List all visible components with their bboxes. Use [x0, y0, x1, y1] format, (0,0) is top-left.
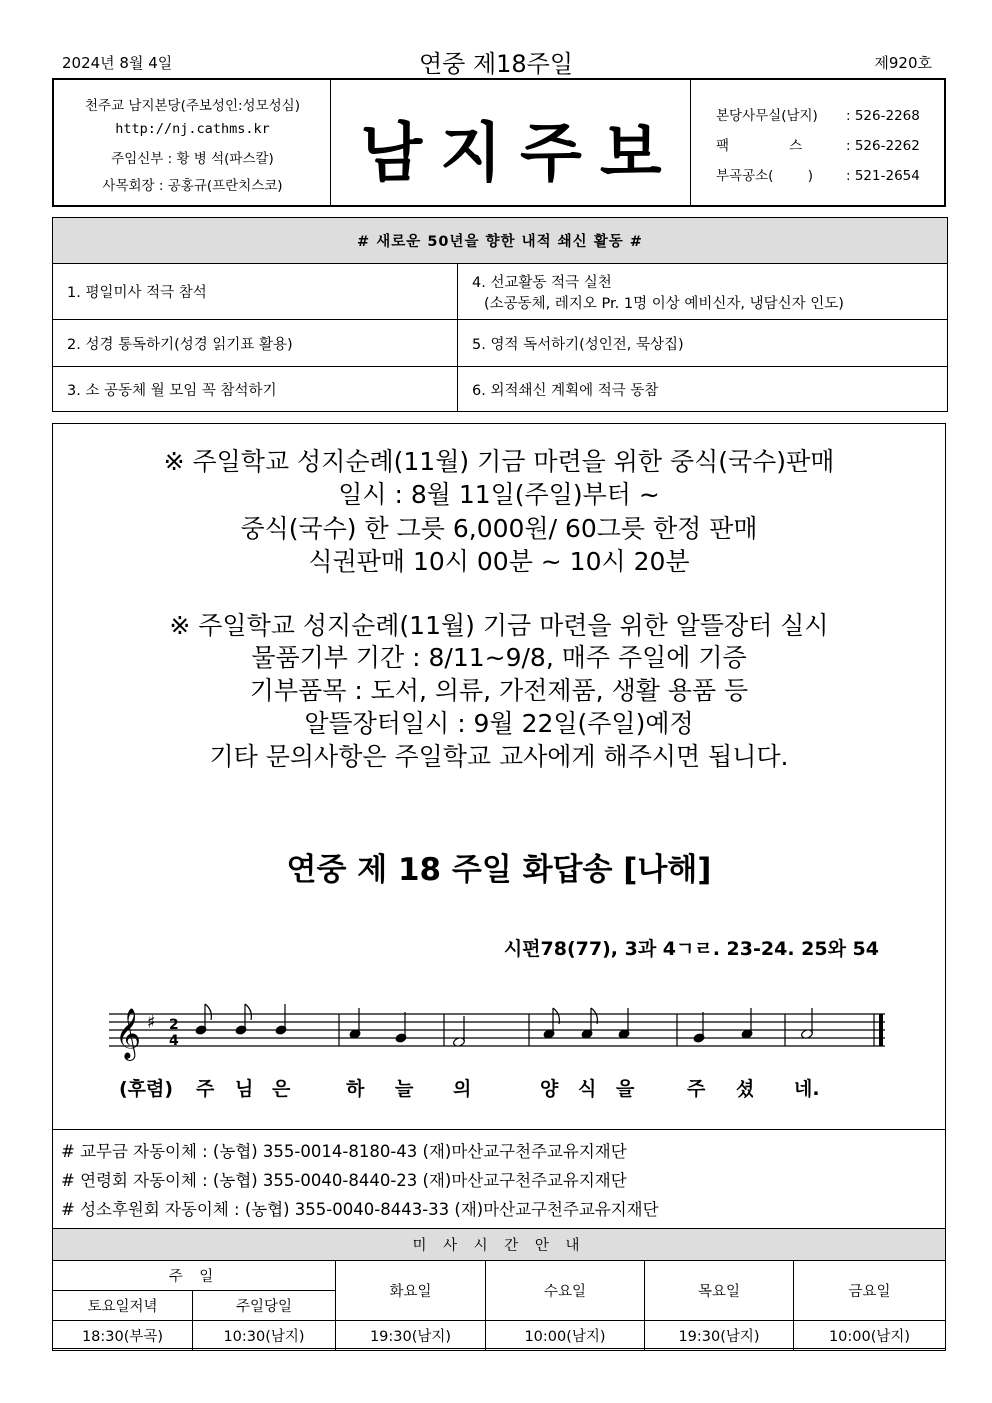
parish-name: 천주교 남지본당(주보성인:성모성심) — [85, 98, 300, 114]
lyric-syllable: 늘 — [395, 1078, 414, 1100]
noodle-sale-ticket-time: 식권판매 10시 00분 ~ 10시 20분 — [308, 547, 690, 576]
noodle-sale-heading: ※ 주일학교 성지순례(11월) 기금 마련을 위한 중식(국수)판매 — [163, 447, 835, 476]
flea-market-donation-period: 물품기부 기간 : 8/11~9/8, 매주 주일에 기증 — [251, 643, 747, 672]
time-signature-bottom: 4 — [169, 1033, 179, 1049]
activity-item: 5. 영적 독서하기(성인전, 묵상집) — [458, 320, 948, 367]
lyric-syllable: 님 — [235, 1078, 254, 1100]
mass-time-cell: 19:30(남지) — [336, 1321, 486, 1351]
issue-title: 연중 제18주일 — [418, 50, 574, 78]
accounts-divider — [53, 1129, 945, 1130]
svg-text:♯: ♯ — [147, 1012, 156, 1033]
pastor-name: 주임신부 : 황 병 석(파스칼) — [111, 151, 274, 167]
contact-info — [691, 80, 944, 205]
masthead-box — [331, 80, 691, 205]
activities-table — [52, 217, 948, 412]
lyric-syllable: 주 — [687, 1078, 706, 1100]
tithe-account: # 교무금 자동이체 : (농협) 355-0014-8180-43 (재)마산교구천주교유지재단 — [61, 1142, 627, 1161]
lyric-syllable: 셨 — [736, 1078, 755, 1100]
issue-date: 2024년 8월 4일 — [62, 54, 173, 72]
lyric-syllable: 식 — [578, 1078, 597, 1100]
activity-item-title: 4. 선교활동 적극 실천 — [472, 274, 612, 291]
flea-market-date: 알뜰장터일시 : 9월 22일(주일)예정 — [304, 709, 694, 738]
parish-url[interactable]: http://nj.cathms.kr — [115, 121, 270, 137]
lyric-syllable: 네. — [794, 1078, 820, 1100]
lyric-syllable: 은 — [272, 1078, 291, 1100]
music-staff — [109, 994, 889, 1074]
lyric-syllable: 을 — [616, 1078, 635, 1100]
contact-bugok-label: 부곡공소( ) — [716, 168, 814, 184]
contact-bugok — [716, 164, 920, 184]
lyric-syllable: 의 — [453, 1078, 472, 1100]
activity-item: 2. 성경 통독하기(성경 읽기표 활용) — [53, 320, 458, 367]
lyric-refrain-label: (후렴) — [119, 1078, 174, 1100]
mass-day-header: 수요일 — [486, 1261, 645, 1321]
mass-sunday-day-header: 주일당일 — [193, 1291, 336, 1321]
issue-number: 제920호 — [874, 54, 932, 72]
contact-bugok-number: : 521-2654 — [846, 168, 920, 184]
contact-fax-label: 팩 스 — [716, 138, 803, 154]
noodle-sale-price: 중식(국수) 한 그릇 6,000원/ 60그릇 한정 판매 — [240, 514, 758, 543]
mass-sunday-header: 주 일 — [53, 1261, 336, 1291]
activity-item — [458, 264, 948, 320]
psalm-title: 연중 제 18 주일 화답송 [나해] — [286, 852, 712, 888]
mass-time-cell: 10:00(남지) — [794, 1321, 946, 1351]
mass-times-table — [52, 1228, 946, 1351]
contact-fax — [716, 134, 920, 154]
flea-market-heading: ※ 주일학교 성지순례(11월) 기금 마련을 위한 알뜰장터 실시 — [169, 611, 829, 640]
mass-saturday-evening-header: 토요일저녁 — [53, 1291, 193, 1321]
mass-times-title: 미 사 시 간 안 내 — [53, 1229, 946, 1261]
mass-day-header: 금요일 — [794, 1261, 946, 1321]
parish-info — [54, 80, 331, 205]
flea-market-inquiry: 기타 문의사항은 주일학교 교사에게 해주시면 됩니다. — [209, 742, 789, 771]
activity-item: 1. 평일미사 적극 참석 — [53, 264, 458, 320]
mass-time-cell: 18:30(부곡) — [53, 1321, 193, 1351]
contact-fax-number: : 526-2262 — [846, 138, 920, 154]
lyric-syllable: 하 — [346, 1078, 365, 1100]
noodle-sale-date: 일시 : 8월 11일(주일)부터 ~ — [338, 480, 660, 509]
mass-time-cell: 10:00(남지) — [486, 1321, 645, 1351]
music-score-graphic — [109, 994, 889, 1074]
masthead-title: 남지주보 — [360, 116, 680, 191]
lyric-syllable: 양 — [540, 1078, 559, 1100]
activity-item: 6. 외적쇄신 계획에 적극 동참 — [458, 367, 948, 412]
flea-market-items: 기부품목 : 도서, 의류, 가전제품, 생활 용품 등 — [249, 676, 749, 705]
contact-office-number: : 526-2268 — [846, 108, 920, 124]
mass-day-header: 목요일 — [645, 1261, 794, 1321]
main-content — [52, 423, 946, 1349]
funeral-society-account: # 연령회 자동이체 : (농협) 355-0040-8440-23 (재)마산교구천주교유지재단 — [61, 1171, 627, 1190]
mass-day-header: 화요일 — [336, 1261, 486, 1321]
activities-title: # 새로운 50년을 향한 내적 쇄신 활동 # — [53, 218, 948, 264]
activity-item-detail: (소공동체, 레지오 Pr. 1명 이상 예비신자, 냉담신자 인도) — [484, 295, 844, 312]
mass-time-cell: 19:30(남지) — [645, 1321, 794, 1351]
contact-office-label: 본당사무실(남지) — [716, 108, 818, 124]
lyric-syllable: 주 — [196, 1078, 215, 1100]
council-president: 사목회장 : 공홍규(프란치스코) — [102, 178, 283, 194]
contact-office — [716, 104, 920, 124]
svg-text:𝄞: 𝄞 — [115, 1008, 142, 1059]
vocation-support-account: # 성소후원회 자동이체 : (농협) 355-0040-8443-33 (재)마산교구천주교유지재단 — [61, 1200, 659, 1219]
time-signature-top: 2 — [169, 1017, 179, 1033]
psalm-reference: 시편78(77), 3과 4ㄱㄹ. 23-24. 25와 54 — [503, 938, 879, 960]
mass-time-cell: 10:30(남지) — [193, 1321, 336, 1351]
activity-item: 3. 소 공동체 월 모임 꼭 참석하기 — [53, 367, 458, 412]
bulletin-header — [52, 78, 946, 207]
